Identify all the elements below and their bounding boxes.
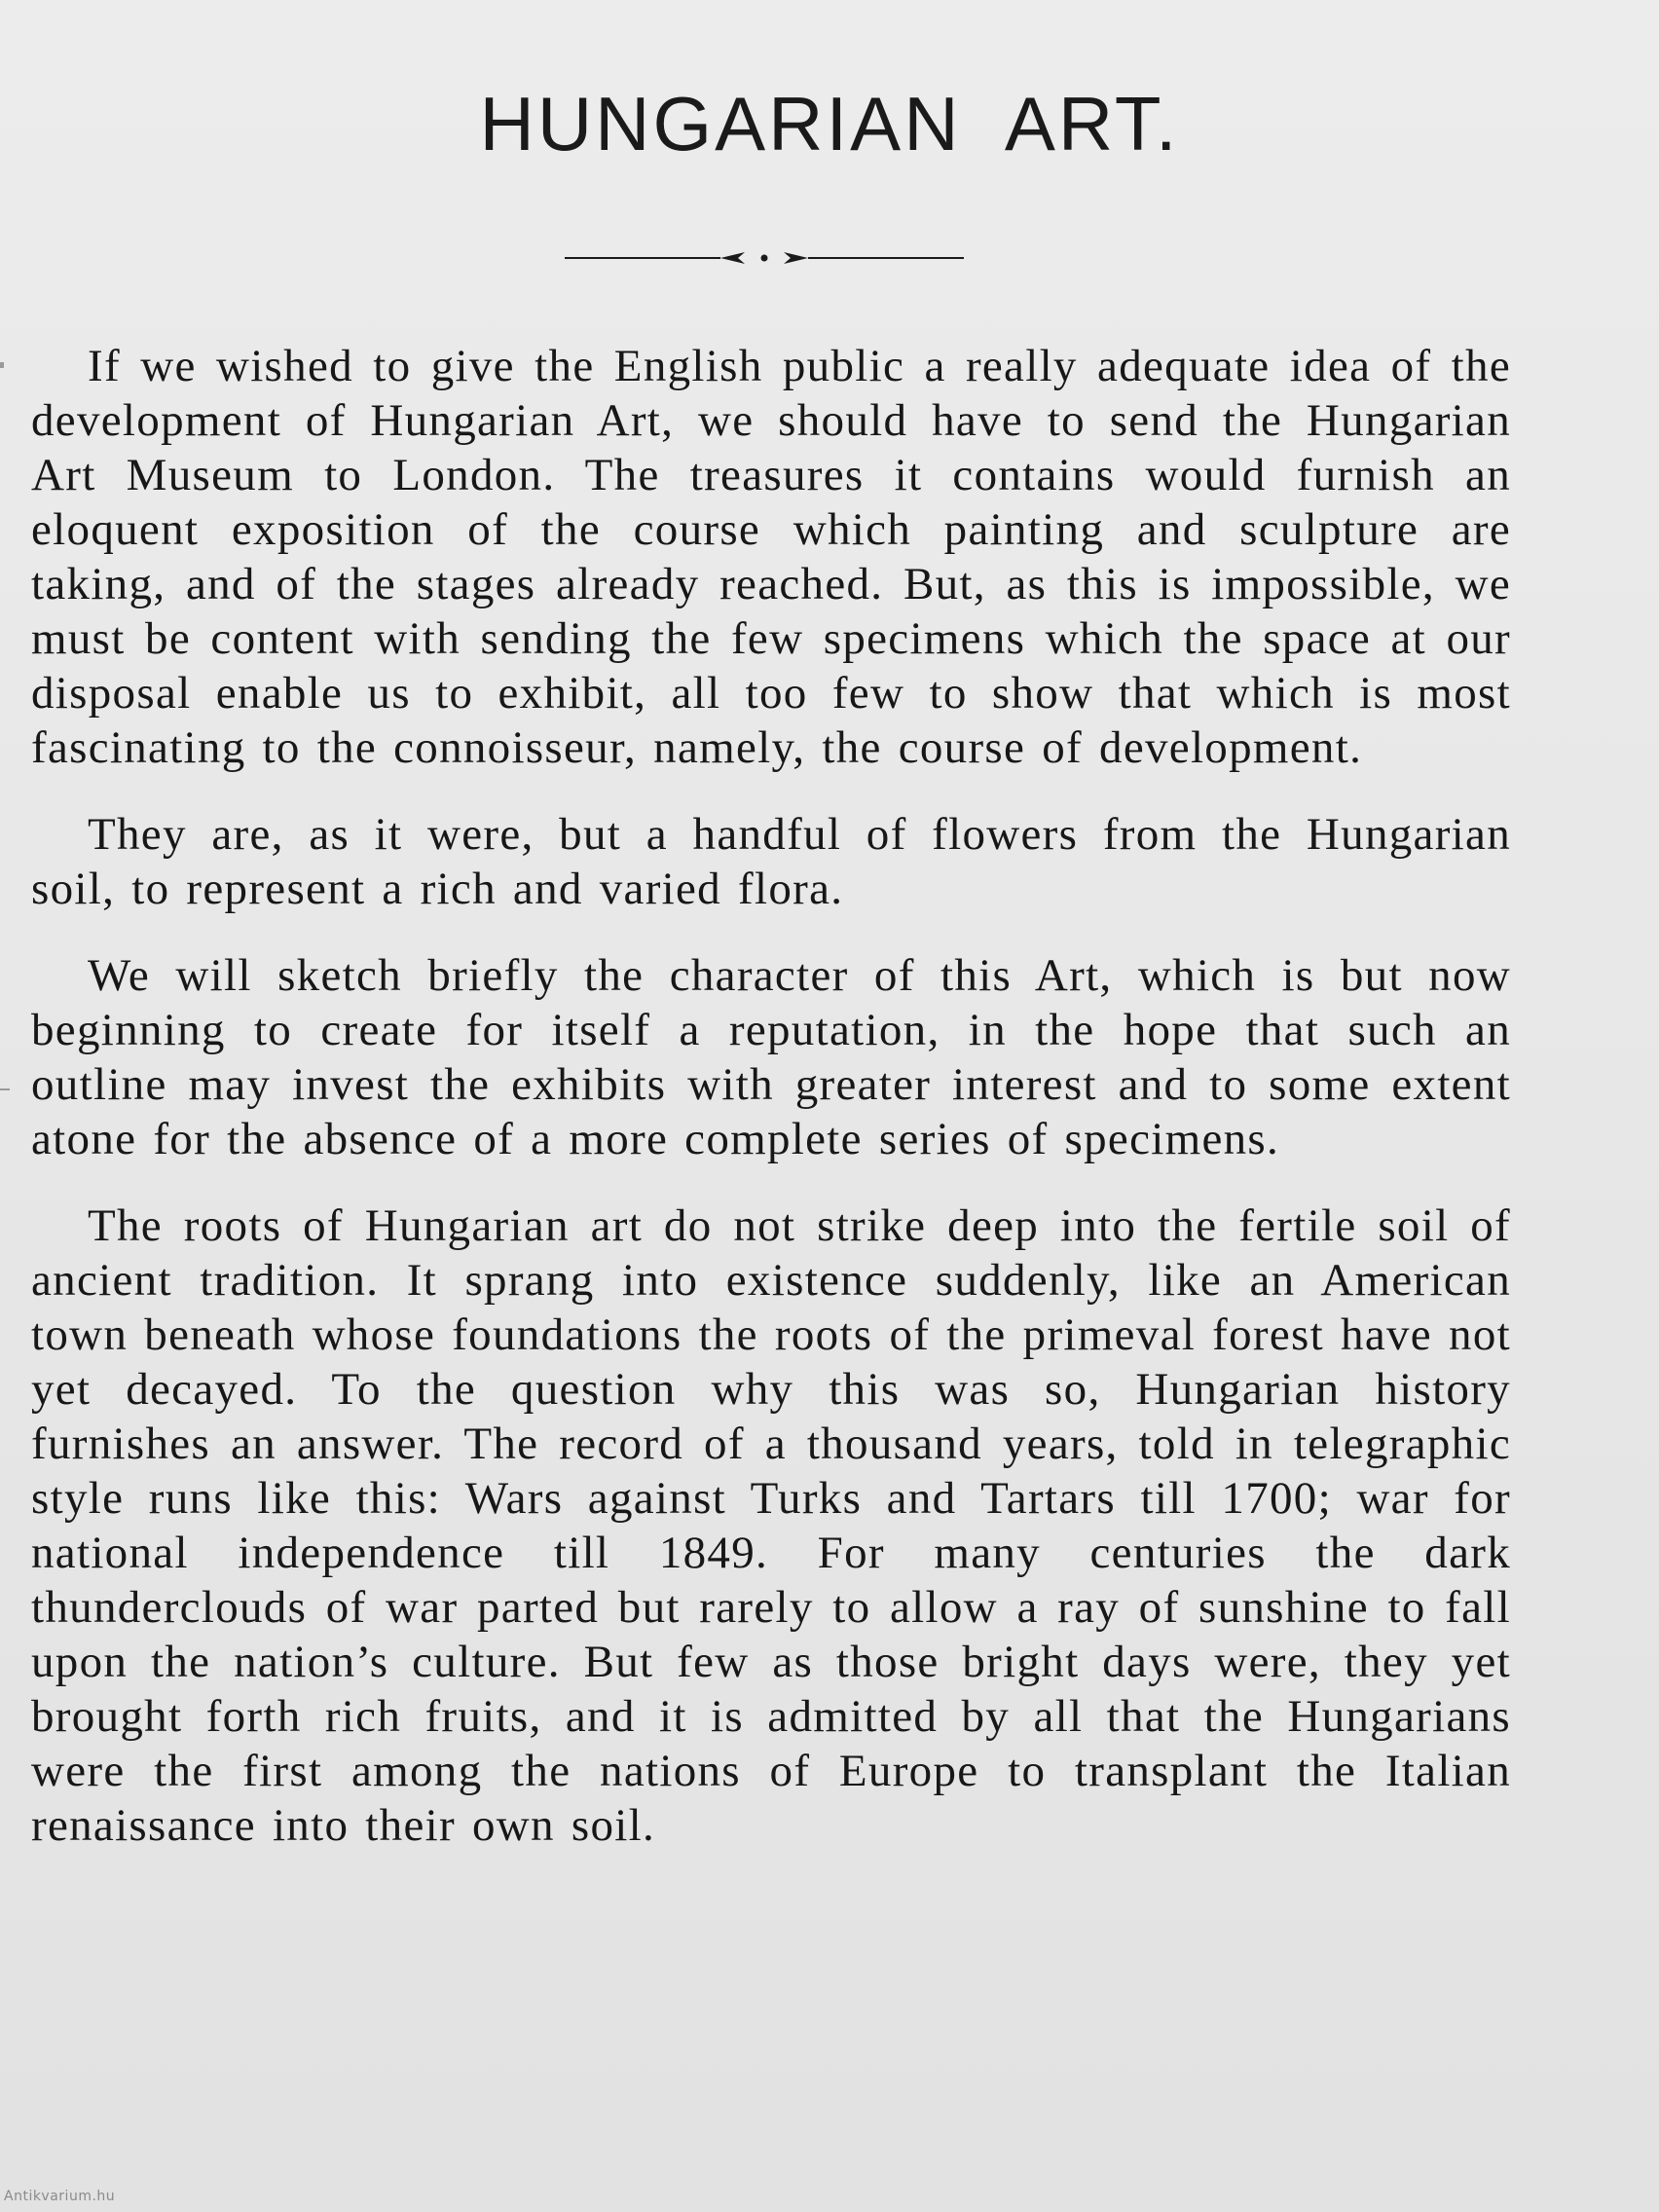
paragraph-4: The roots of Hungarian art do not strike deep into the fertile soil of ancient tradition. It sprang into existence suddenly, like an American town beneath whose foundations the roots of the primeval forest have not yet decayed. To the question why this was so, Hungarian history furnishes an answer. The record of a thousand years, told in telegraphic style runs like this: Wars against Turks and Tartars till 1700; war for national independence till 1849. For many centuries the dark thunderclouds of war parted but rarely to allow a ray of sunshine to fall upon the nation’s culture. But few as those bright days were, they yet brought forth rich fruits, and it is admitted by all that the Hungarians were the first among the nations of Europe to transplant the Italian renaissance into their own soil. [31,1200,1511,1851]
paragraph-2: They are, as it were, but a handful of flowers from the Hungarian soil, to represent a rich and varied flora. [31,809,1511,914]
page-title: HUNGARIAN ART. [479,81,1180,166]
watermark: Antikvarium.hu [4,2189,116,2204]
paragraph-1: If we wished to give the English public a really adequate idea of the development of Hungarian Art, we should have to send the Hungarian Art Museum to London. The treasures it contains would furnish an eloquent exposition of the course which painting and sculpture are taking, and of the stages already reached. But, as this is impossible, we must be content with sending the few specimens which the space at our disposal enable us to exhibit, all too few to show that which is most fascinating to the connoisseur, namely, the course of development. [31,341,1511,773]
decorative-rule-ornament-icon [565,243,964,273]
paragraph-3: We will sketch briefly the character of this Art, which is but now beginning to create for itself a reputation, in the hope that such an outline may invest the exhibits with greater interest and to some extent atone for the absence of a more complete series of specimens. [31,950,1511,1164]
article-body [31,339,1511,1885]
margin-mark [0,1088,10,1090]
margin-mark [0,362,4,368]
